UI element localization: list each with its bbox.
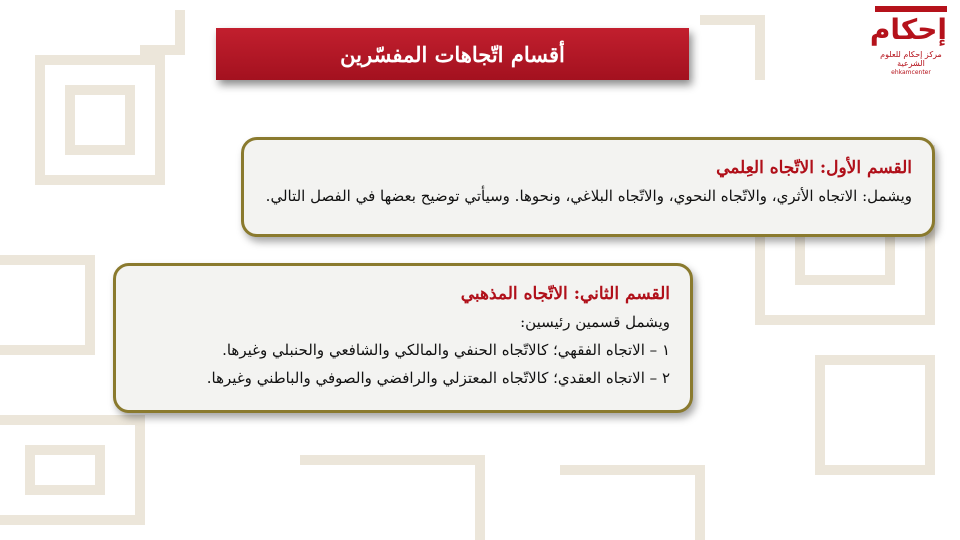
section-heading-scientific: القسم الأول: الاتّجاه العِلمي <box>716 158 912 178</box>
section-intro-sectarian: ويشمل قسمين رئيسين: <box>520 313 670 331</box>
slide-title: أقسام اتّجاهات المفسّرين <box>340 41 565 67</box>
section-heading-sectarian: القسم الثاني: الاتّجاه المذهبي <box>460 284 670 304</box>
title-banner <box>216 28 689 80</box>
list-item-aqidah: ٢ – الاتجاه العقدي؛ كالاتّجاه المعتزلي والرافضي والصوفي والباطني وغيرها. <box>206 369 670 387</box>
logo-small-text: ehkamcenter <box>891 69 931 76</box>
logo <box>870 6 952 74</box>
section-card-sectarian <box>113 263 693 413</box>
section-card-scientific <box>241 137 935 237</box>
logo-subtitle: مركز إحكام للعلوم الشرعية <box>880 50 942 68</box>
section-body-scientific: ويشمل: الاتجاه الأثري، والاتّجاه النحوي، والاتّجاه البلاغي، ونحوها. وسيأتي توضيح بعضها في الفصل التالي. <box>265 187 912 205</box>
logo-mark: إحكام <box>875 6 947 48</box>
list-item-fiqh: ١ – الاتجاه الفقهي؛ كالاتّجاه الحنفي والمالكي والشافعي والحنبلي وغيرها. <box>222 341 670 359</box>
